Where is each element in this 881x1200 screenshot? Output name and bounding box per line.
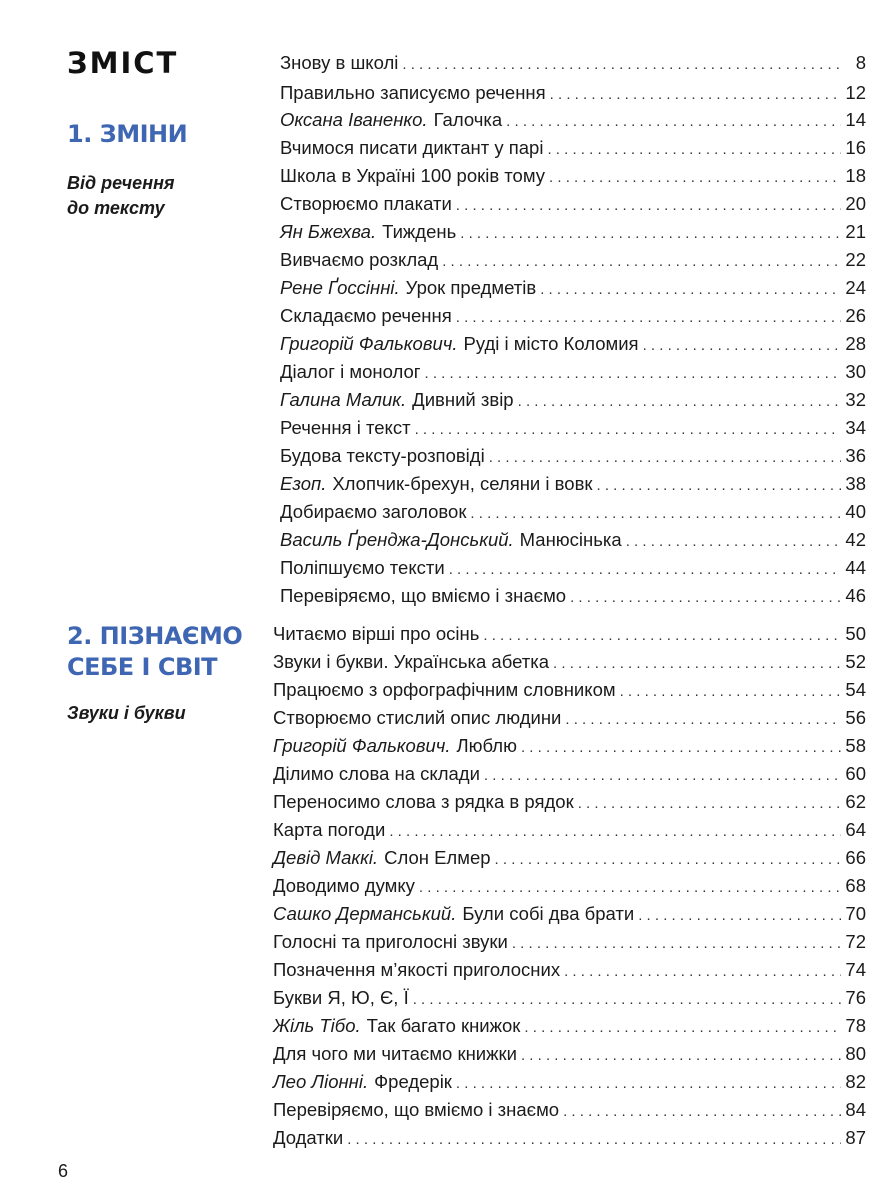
toc-entry-author: Ян Бжехва.: [280, 221, 377, 242]
toc-entry-title: Складаємо речення: [280, 305, 452, 326]
toc-entry-title: Поліпшуємо тексти: [280, 557, 445, 578]
toc-entry-page: 68: [845, 875, 866, 896]
toc-entry-title: Ділимо слова на склади: [273, 763, 480, 784]
toc-dot-leader: [460, 220, 841, 248]
toc-entry-title: Читаємо вірші про осінь: [273, 623, 480, 644]
toc-entry: [280, 470, 866, 498]
toc-dot-leader: [425, 360, 842, 388]
toc-entry: [280, 302, 866, 330]
toc-dot-leader: [518, 388, 842, 416]
toc-entry-page: 72: [845, 931, 866, 952]
toc-entry-page: 74: [845, 959, 866, 980]
toc-entry-title: Звуки і букви. Українська абетка: [273, 651, 550, 672]
toc-entry-page: 52: [845, 651, 866, 672]
toc-dot-leader: [402, 51, 842, 79]
toc-entry-page: 82: [845, 1071, 866, 1092]
toc-entry-page: 42: [845, 529, 866, 550]
toc-entry: [280, 498, 866, 526]
toc-entry: [273, 1040, 866, 1068]
toc-entry: [280, 274, 866, 302]
toc-entry-title: Слон Елмер: [384, 847, 491, 868]
toc-entry-author: Галина Малик.: [280, 389, 407, 410]
toc-entry-page: 40: [845, 501, 866, 522]
toc-entry-page: 21: [845, 221, 866, 242]
toc-dot-leader: [620, 678, 842, 706]
toc-entry-page: 70: [845, 903, 866, 924]
toc-entry-page: 62: [845, 791, 866, 812]
toc-entry-title: Переносимо слова з рядка в рядок: [273, 791, 574, 812]
toc-dot-leader: [578, 790, 842, 818]
toc-entry-page: 34: [845, 417, 866, 438]
toc-entry-page: 12: [845, 82, 866, 103]
toc-entry-page: 64: [845, 819, 866, 840]
toc-entry-title: Дивний звір: [412, 389, 514, 410]
toc-entry-title: Букви Я, Ю, Є, Ї: [273, 987, 409, 1008]
toc-dot-leader: [563, 1098, 841, 1126]
toc-entry-title: Хлопчик-брехун, селяни і вовк: [332, 473, 593, 494]
toc-entry-author: Жіль Тібо.: [273, 1015, 361, 1036]
toc-dot-leader: [547, 136, 841, 164]
section-title-line: СЕБЕ І СВІТ: [67, 653, 218, 681]
toc-entry-page: 46: [845, 585, 866, 606]
toc-dot-leader: [550, 81, 842, 109]
toc-entry-page: 38: [845, 473, 866, 494]
toc-entry: [273, 1068, 866, 1096]
toc-entry-author: Василь Ґренджа-Донський.: [280, 529, 514, 550]
toc-entry-page: 44: [845, 557, 866, 578]
toc-dot-leader: [470, 500, 841, 528]
toc-entry-page: 66: [845, 847, 866, 868]
section-title-line: 2. ПІЗНАЄМО: [67, 622, 243, 650]
toc-entry-title: Перевіряємо, що вміємо і знаємо: [280, 585, 567, 606]
toc-dot-leader: [449, 556, 842, 584]
toc-entry-title: Урок предметів: [405, 277, 537, 298]
toc-entry-title: Руді і місто Коломия: [463, 333, 639, 354]
section-subtitle-line: Звуки і букви: [67, 703, 186, 723]
toc-entry: [280, 218, 866, 246]
toc-entry-title: Речення і текст: [280, 417, 411, 438]
toc-entry-title: Створюємо плакати: [280, 193, 452, 214]
toc-entry: [280, 526, 866, 554]
toc-entry-author: Оксана Іваненко.: [280, 109, 428, 130]
toc-entry: [273, 872, 866, 900]
toc-entry: [273, 620, 866, 648]
section-title-line: 1. ЗМІНИ: [67, 120, 188, 148]
toc-dot-leader: [419, 874, 842, 902]
toc-entry-title: Доводимо думку: [273, 875, 415, 896]
toc-entry: [273, 816, 866, 844]
toc-entry-page: 20: [845, 193, 866, 214]
toc-entry-title: Вчимося писати диктант у парі: [280, 137, 544, 158]
toc-entry-title: Вивчаємо розклад: [280, 249, 439, 270]
toc-entry-author: Девід Маккі.: [273, 847, 379, 868]
toc-entry: [280, 554, 866, 582]
toc-entry: [273, 956, 866, 984]
toc-entry: [273, 788, 866, 816]
toc-entry-page: 60: [845, 763, 866, 784]
toc-entry-title: Перевіряємо, що вміємо і знаємо: [273, 1099, 560, 1120]
toc-entry: [280, 79, 866, 107]
toc-entry: [273, 760, 866, 788]
toc-dot-leader: [489, 444, 842, 472]
toc-entry-page: 28: [845, 333, 866, 354]
toc-entry: [273, 1012, 866, 1040]
toc-entry-title: Карта погоди: [273, 819, 386, 840]
toc-entry: [273, 648, 866, 676]
toc-entry: [280, 582, 866, 610]
toc-entry: [280, 134, 866, 162]
toc-dot-leader: [553, 650, 841, 678]
toc-dot-leader: [626, 528, 842, 556]
toc-entry-page: 32: [845, 389, 866, 410]
toc-dot-leader: [638, 902, 841, 930]
toc-entry: [280, 49, 866, 77]
toc-entry-title: Діалог і монолог: [280, 361, 421, 382]
toc-dot-leader: [643, 332, 842, 360]
toc-entry: [280, 190, 866, 218]
toc-entry-title: Для чого ми читаємо книжки: [273, 1043, 517, 1064]
toc-entry-page: 8: [855, 52, 866, 73]
page-number: 6: [58, 1161, 69, 1181]
toc-entry-title: Тиждень: [382, 221, 457, 242]
toc-dot-leader: [570, 584, 841, 612]
toc-dot-leader: [442, 248, 841, 276]
toc-entry-page: 56: [845, 707, 866, 728]
toc-entry: [280, 106, 866, 134]
section-subtitle-line: до тексту: [67, 198, 165, 218]
toc-entry-page: 87: [845, 1127, 866, 1148]
toc-dot-leader: [495, 846, 842, 874]
toc-entry: [273, 900, 866, 928]
toc-entry: [280, 386, 866, 414]
toc-dot-leader: [549, 164, 841, 192]
toc-entry-title: Голосні та приголосні звуки: [273, 931, 508, 952]
toc-dot-leader: [456, 1070, 842, 1098]
toc-entry-page: 24: [845, 277, 866, 298]
toc-dot-leader: [506, 108, 841, 136]
toc-entry-title: Працюємо з орфографічним словником: [273, 679, 616, 700]
toc-entry-author: Григорій Фалькович.: [273, 735, 451, 756]
toc-entry-author: Сашко Дерманський.: [273, 903, 457, 924]
toc-entry-title: Позначення м’якості приголосних: [273, 959, 561, 980]
toc-entry-title: Галочка: [433, 109, 503, 130]
toc-entry: [273, 676, 866, 704]
toc-dot-leader: [389, 818, 841, 846]
toc-entry-page: 26: [845, 305, 866, 326]
toc-entry-page: 18: [845, 165, 866, 186]
toc-dot-leader: [456, 192, 842, 220]
toc-dot-leader: [484, 762, 842, 790]
toc-dot-leader: [415, 416, 842, 444]
toc-entry-page: 36: [845, 445, 866, 466]
toc-entry-page: 30: [845, 361, 866, 382]
toc-entry: [273, 704, 866, 732]
toc-entry-title: Манюсінька: [519, 529, 622, 550]
toc-entry: [273, 1124, 866, 1152]
toc-entry: [273, 1096, 866, 1124]
toc-entry-page: 16: [845, 137, 866, 158]
toc-entry: [280, 330, 866, 358]
toc-dot-leader: [597, 472, 842, 500]
toc-entry-title: Люблю: [456, 735, 517, 756]
toc-dot-leader: [456, 304, 842, 332]
toc-entry-page: 50: [845, 623, 866, 644]
toc-dot-leader: [564, 958, 841, 986]
toc-entry-author: Лео Ліонні.: [273, 1071, 369, 1092]
toc-entry: [280, 162, 866, 190]
section-subtitle-line: Від речення: [67, 173, 175, 193]
toc-entry-title: Правильно записуємо речення: [280, 82, 546, 103]
toc-dot-leader: [413, 986, 842, 1014]
toc-entry: [280, 358, 866, 386]
toc-entry-title: Були собі два брати: [462, 903, 635, 924]
toc-entry-page: 78: [845, 1015, 866, 1036]
toc-dot-leader: [347, 1126, 841, 1154]
page-title: ЗМІСТ: [67, 46, 179, 80]
toc-dot-leader: [483, 622, 841, 650]
toc-entry-title: Добираємо заголовок: [280, 501, 467, 522]
toc-entry-title: Додатки: [273, 1127, 344, 1148]
toc-entry-page: 58: [845, 735, 866, 756]
toc-entry: [280, 414, 866, 442]
toc-entry-page: 84: [845, 1099, 866, 1120]
toc-entry: [280, 442, 866, 470]
toc-entry-author: Езоп.: [280, 473, 327, 494]
toc-entry: [273, 844, 866, 872]
toc-dot-leader: [521, 1042, 841, 1070]
toc-entry-title: Створюємо стислий опис людини: [273, 707, 562, 728]
toc-entry: [273, 984, 866, 1012]
toc-entry-title: Знову в школі: [280, 52, 399, 73]
toc-dot-leader: [565, 706, 841, 734]
toc-entry-title: Школа в Україні 100 років тому: [280, 165, 546, 186]
toc-entry-page: 80: [845, 1043, 866, 1064]
toc-entry-title: Так багато книжок: [366, 1015, 521, 1036]
toc-entry-author: Рене Ґоссінні.: [280, 277, 400, 298]
toc-dot-leader: [524, 1014, 841, 1042]
toc-entry-page: 22: [845, 249, 866, 270]
toc-entry: [273, 928, 866, 956]
toc-entry: [280, 246, 866, 274]
toc-entry-page: 14: [845, 109, 866, 130]
toc-dot-leader: [512, 930, 842, 958]
toc-entry-title: Фредерік: [374, 1071, 452, 1092]
toc-entry-title: Будова тексту-розповіді: [280, 445, 485, 466]
toc-entry-page: 54: [845, 679, 866, 700]
toc-entry: [273, 732, 866, 760]
toc-entry-author: Григорій Фалькович.: [280, 333, 458, 354]
toc-entry-page: 76: [845, 987, 866, 1008]
toc-dot-leader: [540, 276, 841, 304]
toc-dot-leader: [521, 734, 841, 762]
